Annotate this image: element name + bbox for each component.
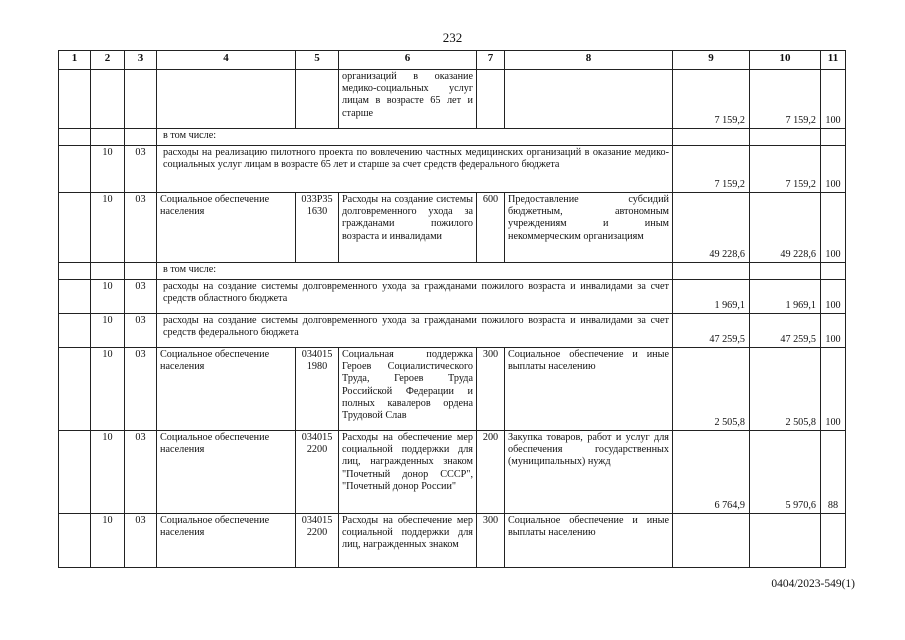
cell-expense-type: 300 xyxy=(477,348,505,431)
cell-empty xyxy=(59,348,91,431)
column-header: 8 xyxy=(505,51,673,70)
table-header-row xyxy=(59,51,846,70)
cell-section: 10 xyxy=(91,348,125,431)
cell-actual: 5 970,6 xyxy=(750,431,821,514)
cell-empty xyxy=(750,263,821,280)
column-header: 5 xyxy=(296,51,339,70)
cell-percent: 100 xyxy=(821,70,846,129)
cell-empty xyxy=(59,514,91,568)
cell-expense-name xyxy=(505,70,673,129)
cell-section: 10 xyxy=(91,146,125,193)
table-row xyxy=(59,193,846,263)
cell-target-article: 034015 1980 xyxy=(296,348,339,431)
document-code: 0404/2023-549(1) xyxy=(771,578,855,590)
cell-planned: 47 259,5 xyxy=(673,314,750,348)
column-header: 10 xyxy=(750,51,821,70)
cell-percent: 100 xyxy=(821,314,846,348)
cell-percent: 100 xyxy=(821,193,846,263)
cell-section xyxy=(59,70,91,129)
cell-section: 10 xyxy=(91,514,125,568)
cell-actual xyxy=(750,514,821,568)
cell-expense-type xyxy=(477,70,505,129)
cell-empty xyxy=(125,129,157,146)
cell-subsection: 03 xyxy=(125,280,157,314)
cell-subsection: 03 xyxy=(125,314,157,348)
cell-empty xyxy=(59,280,91,314)
column-header: 4 xyxy=(157,51,296,70)
cell-expense-name: Закупка товаров, работ и услуг для обеспечения государственных (муниципальных) нужд xyxy=(505,431,673,514)
cell-subsection: 03 xyxy=(125,146,157,193)
table-row xyxy=(59,514,846,568)
column-header: 11 xyxy=(821,51,846,70)
table-row xyxy=(59,263,846,280)
cell-actual: 7 159,2 xyxy=(750,146,821,193)
cell-empty xyxy=(673,263,750,280)
cell-including-label: в том числе: xyxy=(157,263,673,280)
cell-description: Социальная поддержка Героев Социалистического Труда, Героев Труда Российской Федерации и полных кавалеров ордена Трудовой Слав xyxy=(339,348,477,431)
cell-percent: 100 xyxy=(821,348,846,431)
cell-subsection: 03 xyxy=(125,431,157,514)
cell-description: Расходы на обеспечение мер социальной поддержки для лиц, награжденных знаком "Почетный донор СССР", "Почетный донор России" xyxy=(339,431,477,514)
cell-name: Социальное обеспечение населения xyxy=(157,348,296,431)
cell-empty xyxy=(59,431,91,514)
cell-expense-type: 600 xyxy=(477,193,505,263)
cell-expense-name: Социальное обеспечение и иные выплаты населению xyxy=(505,514,673,568)
cell-actual: 49 228,6 xyxy=(750,193,821,263)
cell-description: Расходы на обеспечение мер социальной поддержки для лиц, награжденных знаком xyxy=(339,514,477,568)
cell-expense-type: 300 xyxy=(477,514,505,568)
cell-empty xyxy=(91,263,125,280)
cell-name: Социальное обеспечение населения xyxy=(157,193,296,263)
cell-actual: 1 969,1 xyxy=(750,280,821,314)
cell-name: Социальное обеспечение населения xyxy=(157,431,296,514)
cell-empty xyxy=(821,263,846,280)
cell-percent: 88 xyxy=(821,431,846,514)
budget-table xyxy=(58,50,846,568)
cell-expense-description: расходы на создание системы долговременного ухода за гражданами пожилого возраста и инвалидами за счет средств федерального бюджета xyxy=(157,314,673,348)
cell-target-article: 034015 2200 xyxy=(296,431,339,514)
cell-percent xyxy=(821,514,846,568)
cell-actual: 2 505,8 xyxy=(750,348,821,431)
cell-planned: 1 969,1 xyxy=(673,280,750,314)
cell-subsection: 03 xyxy=(125,348,157,431)
cell-expense-description: расходы на реализацию пилотного проекта по вовлечению частных медицинских организаций в оказание медико-социальных услуг лицам в возрасте 65 лет и старше за счет средств федерального бюджета xyxy=(157,146,673,193)
cell-code xyxy=(125,70,157,129)
cell-empty xyxy=(125,263,157,280)
table-row xyxy=(59,431,846,514)
cell-expense-name: Социальное обеспечение и иные выплаты населению xyxy=(505,348,673,431)
cell-empty xyxy=(673,129,750,146)
cell-planned: 49 228,6 xyxy=(673,193,750,263)
cell-planned xyxy=(673,514,750,568)
table-row xyxy=(59,146,846,193)
table-row xyxy=(59,314,846,348)
cell-section: 10 xyxy=(91,280,125,314)
cell-empty xyxy=(59,314,91,348)
cell-section: 10 xyxy=(91,193,125,263)
cell-subsection: 03 xyxy=(125,193,157,263)
cell-empty xyxy=(821,129,846,146)
cell-empty xyxy=(59,146,91,193)
cell-actual: 7 159,2 xyxy=(750,70,821,129)
column-header: 2 xyxy=(91,51,125,70)
column-header: 3 xyxy=(125,51,157,70)
cell-empty xyxy=(750,129,821,146)
table-row xyxy=(59,129,846,146)
cell-section: 10 xyxy=(91,431,125,514)
cell-description: Расходы на создание системы долговременного ухода за гражданами пожилого возраста и инвалидами xyxy=(339,193,477,263)
cell-description: организаций в оказание медико-социальных услуг лицам в возрасте 65 лет и старше xyxy=(339,70,477,129)
table-row xyxy=(59,348,846,431)
table-row xyxy=(59,280,846,314)
cell-subsection xyxy=(91,70,125,129)
cell-target-article xyxy=(296,70,339,129)
cell-including-label: в том числе: xyxy=(157,129,673,146)
cell-planned: 7 159,2 xyxy=(673,146,750,193)
page-number: 232 xyxy=(442,30,463,45)
cell-planned: 6 764,9 xyxy=(673,431,750,514)
column-header: 9 xyxy=(673,51,750,70)
cell-target-article: 034015 2200 xyxy=(296,514,339,568)
column-header: 1 xyxy=(59,51,91,70)
cell-name: Социальное обеспечение населения xyxy=(157,514,296,568)
cell-empty xyxy=(59,193,91,263)
cell-section: 10 xyxy=(91,314,125,348)
cell-empty xyxy=(91,129,125,146)
cell-subsection: 03 xyxy=(125,514,157,568)
cell-percent: 100 xyxy=(821,146,846,193)
cell-name xyxy=(157,70,296,129)
cell-expense-type: 200 xyxy=(477,431,505,514)
cell-expense-description: расходы на создание системы долговременного ухода за гражданами пожилого возраста и инвалидами за счет средств областного бюджета xyxy=(157,280,673,314)
cell-target-article: 033Р35 1630 xyxy=(296,193,339,263)
cell-empty xyxy=(59,129,91,146)
cell-planned: 2 505,8 xyxy=(673,348,750,431)
cell-empty xyxy=(59,263,91,280)
column-header: 7 xyxy=(477,51,505,70)
table-row xyxy=(59,70,846,129)
cell-expense-name: Предоставление субсидий бюджетным, автономным учреждениям и иным некоммерческим организациям xyxy=(505,193,673,263)
cell-percent: 100 xyxy=(821,280,846,314)
cell-actual: 47 259,5 xyxy=(750,314,821,348)
column-header: 6 xyxy=(339,51,477,70)
cell-planned: 7 159,2 xyxy=(673,70,750,129)
